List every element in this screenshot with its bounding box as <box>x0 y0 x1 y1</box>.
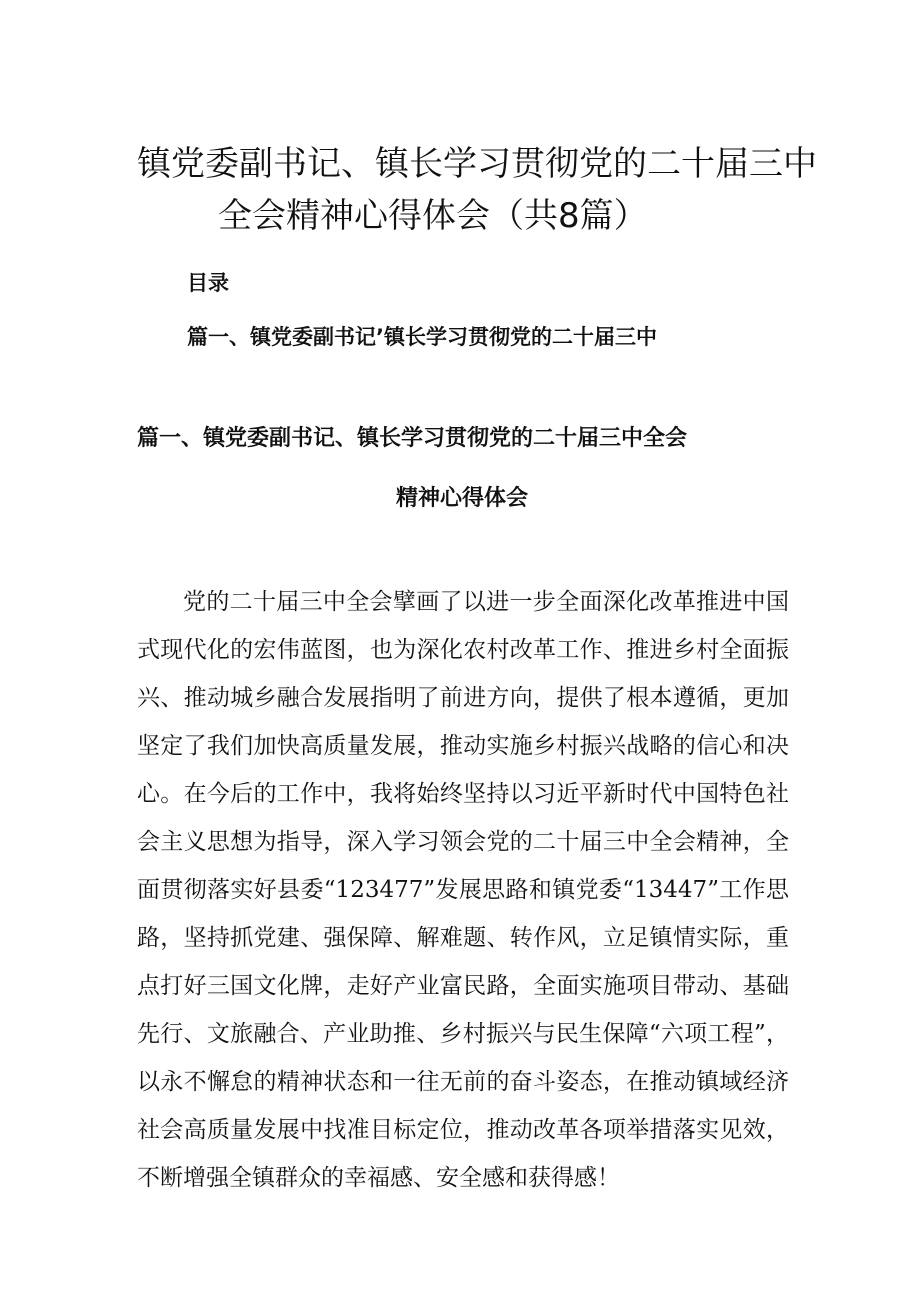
toc-item[interactable]: 篇一、镇党委副书记’镇长学习贯彻党的二十届三中 <box>187 325 657 349</box>
toc-heading: 目录 <box>187 271 229 295</box>
body-paragraph: 党的二十届三中全会擘画了以进一步全面深化改革推进中国式现代化的宏伟蓝图，也为深化农村改革工作、推进乡村全面振兴、推动城乡融合发展指明了前进方向，提供了根本遵循，更加坚定了我们加快高质量发展，推动实施乡村振兴战略的信心和决心。在今后的工作中，我将始终坚持以习近平新时代中国特色社会主义思想为指导，深入学习领会党的二十届三中全会精神，全面贯彻落实好县委“123477”发展思路和镇党委“13447”工作思路，坚持抓党建、强保障、解难题、转作风，立足镇情实际，重点打好三国文化牌，走好产业富民路，全面实施项目带动、基础先行、文旅融合、产业助推、乡村振兴与民生保障“六项工程”，以永不懈怠的精神状态和一往无前的奋斗姿态，在推动镇域经济社会高质量发展中找准目标定位，推动改革各项举措落实见效，不断增强全镇群众的幸福感、安全感和获得感！ <box>137 589 789 1191</box>
section-title-line-2: 精神心得体会 <box>395 486 528 511</box>
document-title-line-1: 镇党委副书记、镇长学习贯彻党的二十届三中 <box>137 144 817 184</box>
document-title <box>0 138 920 242</box>
section-title-line-1: 篇一、镇党委副书记、镇长学习贯彻党的二十届三中全会 <box>137 426 688 451</box>
document-title-line-2: 全会精神心得体会（共8篇） <box>218 196 648 236</box>
